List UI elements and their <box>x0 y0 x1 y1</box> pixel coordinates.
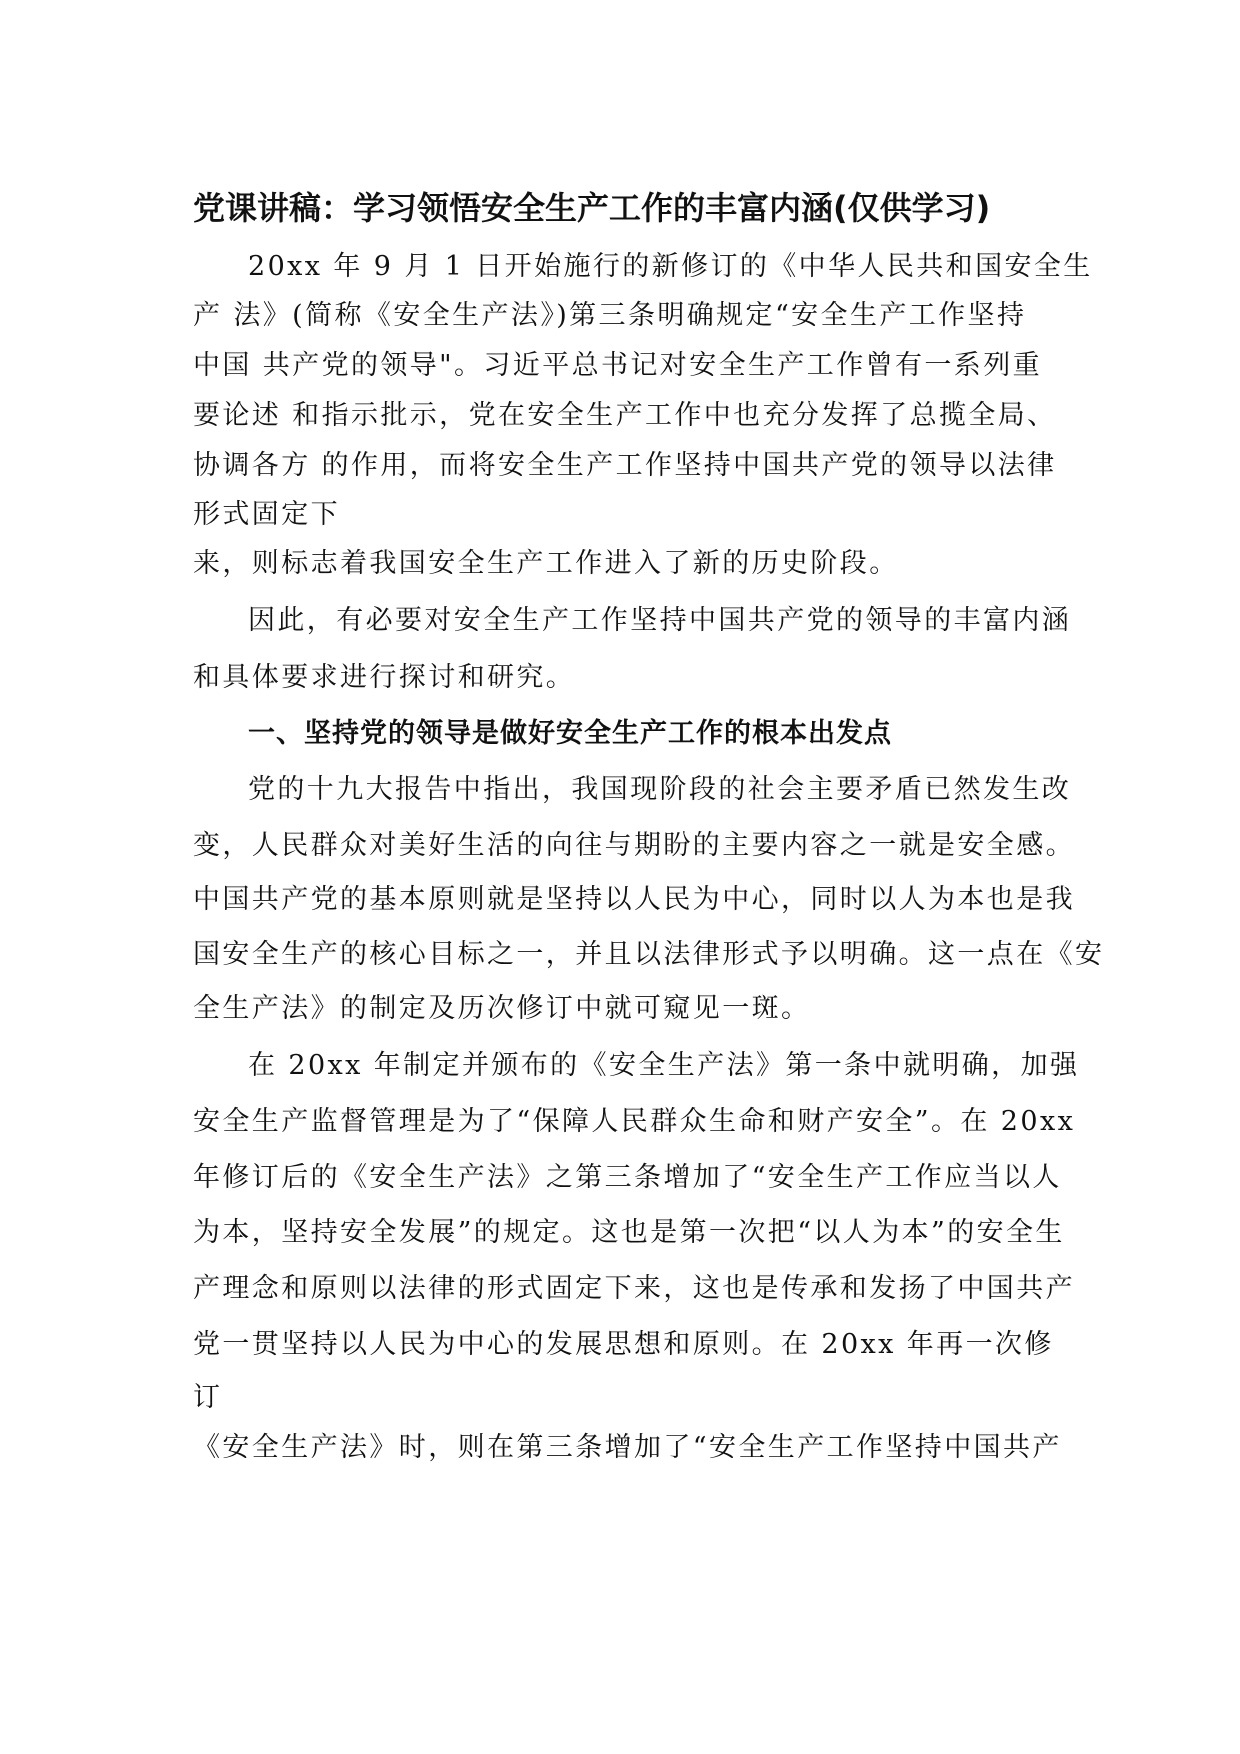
document-title: 党课讲稿：学习领悟安全生产工作的丰富内涵(仅供学习) <box>193 189 991 227</box>
paragraph-5-line-2: 安全生产监督管理是为了“保障人民群众生命和财产安全”。在 20xx <box>193 1106 1076 1137</box>
paragraph-6-line-1: 《安全生产法》时，则在第三条增加了“安全生产工作坚持中国共产 <box>193 1432 1062 1463</box>
paragraph-5-line-6: 党一贯坚持以人民为中心的发展思想和原则。在 20xx 年再一次修 <box>193 1329 1054 1360</box>
paragraph-4-line-4: 国安全生产的核心目标之一，并且以法律形式予以明确。这一点在《安 <box>193 939 1105 970</box>
paragraph-3-line-1: 因此，有必要对安全生产工作坚持中国共产党的领导的丰富内涵 <box>248 605 1072 636</box>
paragraph-1-line-5: 协调各方 的作用，而将安全生产工作坚持中国共产党的领导以法律 <box>193 450 1057 481</box>
paragraph-5-line-4: 为本，坚持安全发展”的规定。这也是第一次把“以人为本”的安全生 <box>193 1217 1065 1248</box>
paragraph-5-line-1: 在 20xx 年制定并颁布的《安全生产法》第一条中就明确，加强 <box>248 1050 1080 1081</box>
section-heading-1: 一、坚持党的领导是做好安全生产工作的根本出发点 <box>248 718 892 749</box>
paragraph-5-line-5: 产理念和原则以法律的形式固定下来，这也是传承和发扬了中国共产 <box>193 1273 1075 1304</box>
paragraph-1-line-3: 中国 共产党的领导"。习近平总书记对安全生产工作曾有一系列重 <box>193 350 1042 381</box>
paragraph-2-line-1: 来，则标志着我国安全生产工作进入了新的历史阶段。 <box>193 548 899 579</box>
paragraph-4-line-5: 全生产法》的制定及历次修订中就可窥见一斑。 <box>193 993 811 1024</box>
paragraph-1-line-2: 产 法》(简称《安全生产法》)第三条明确规定“安全生产工作坚持 <box>193 300 1027 331</box>
paragraph-3-line-2: 和具体要求进行探讨和研究。 <box>193 662 576 693</box>
paragraph-1-line-1: 20xx 年 9 月 1 日开始施行的新修订的《中华人民共和国安全生 <box>248 251 1093 282</box>
paragraph-5-line-3: 年修订后的《安全生产法》之第三条增加了“安全生产工作应当以人 <box>193 1162 1062 1193</box>
paragraph-5-line-7: 订 <box>193 1382 223 1413</box>
paragraph-4-line-3: 中国共产党的基本原则就是坚持以人民为中心，同时以人为本也是我 <box>193 884 1075 915</box>
paragraph-1-line-6: 形式固定下 <box>193 499 340 530</box>
paragraph-1-line-4: 要论述 和指示批示，党在安全生产工作中也充分发挥了总揽全局、 <box>193 400 1057 431</box>
paragraph-4-line-1: 党的十九大报告中指出，我国现阶段的社会主要矛盾已然发生改 <box>248 774 1072 805</box>
paragraph-4-line-2: 变，人民群众对美好生活的向往与期盼的主要内容之一就是安全感。 <box>193 830 1075 861</box>
